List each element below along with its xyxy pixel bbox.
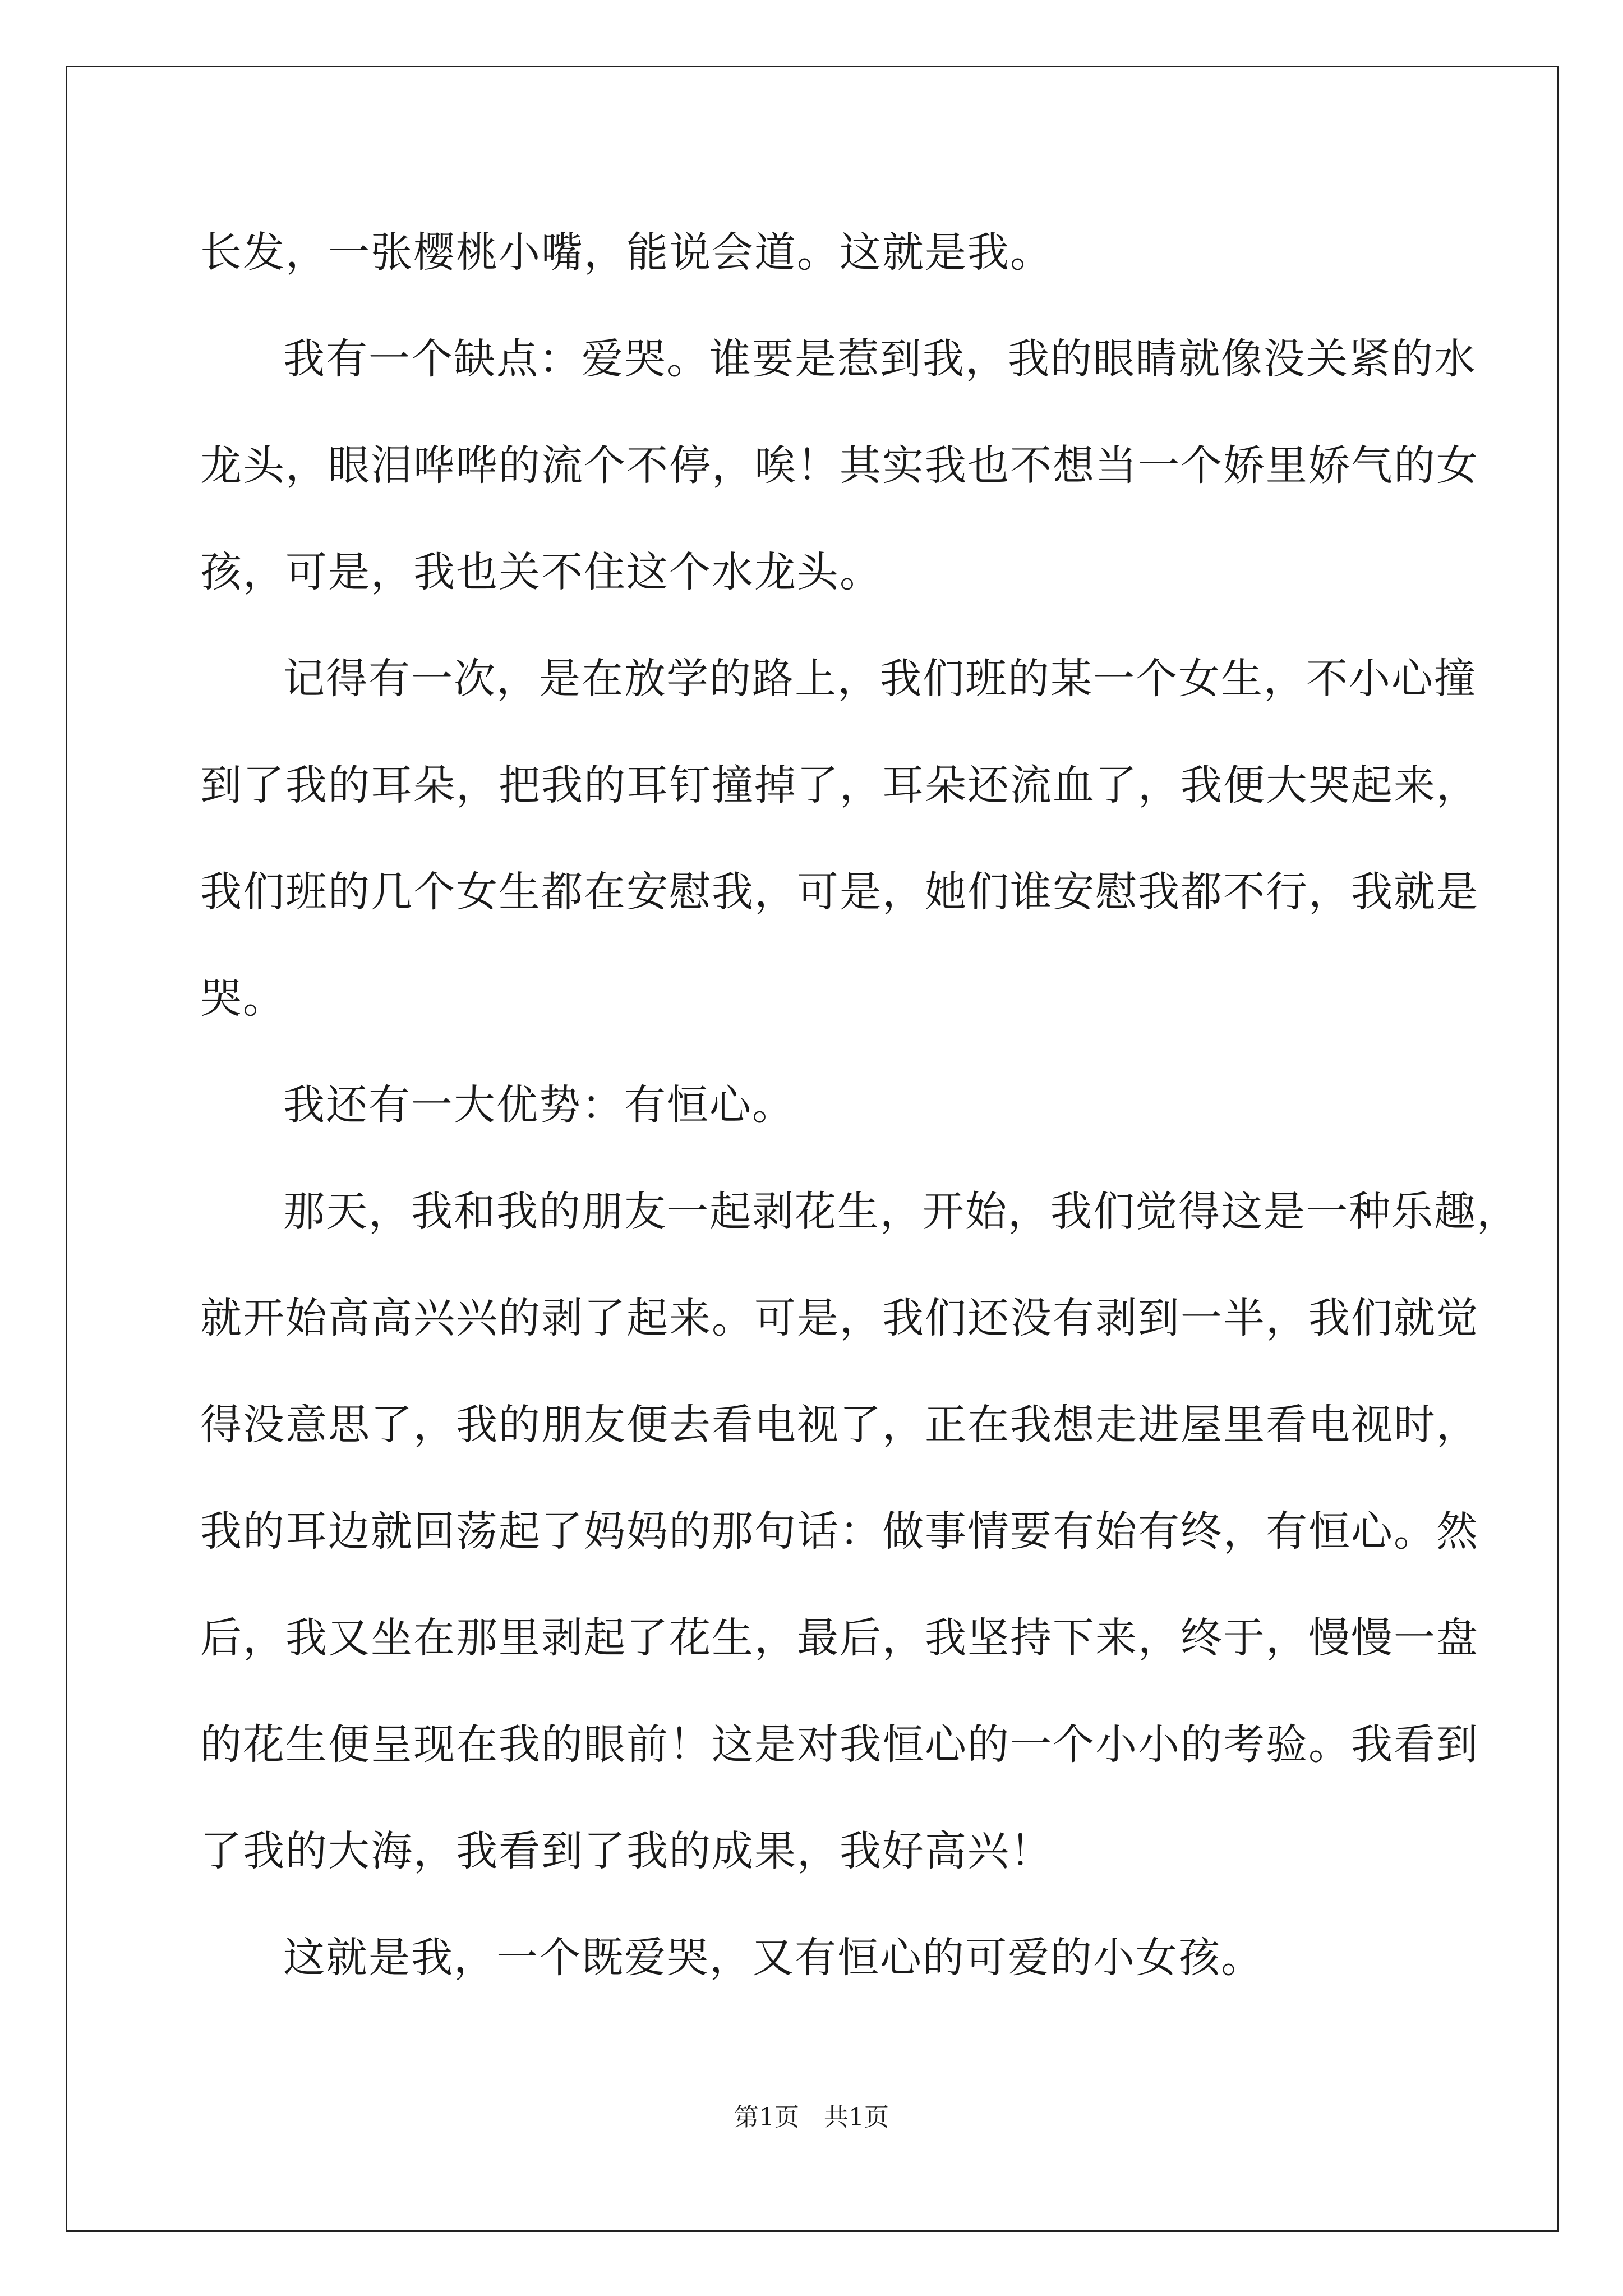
text-line: 的花生便呈现在我的眼前！这是对我恒心的一个小小的考验。我看到 <box>200 1720 1479 1769</box>
text-line: 那天，我和我的朋友一起剥花生，开始，我们觉得这是一种乐趣， <box>283 1188 1519 1236</box>
text-line: 这就是我，一个既爱哭，又有恒心的可爱的小女孩。 <box>283 1934 1264 1982</box>
text-line: 我们班的几个女生都在安慰我，可是，她们谁安慰我都不行，我就是 <box>200 868 1479 916</box>
text-line: 我的耳边就回荡起了妈妈的那句话：做事情要有始有终，有恒心。然 <box>200 1507 1479 1556</box>
text-line: 后，我又坐在那里剥起了花生，最后，我坚持下来，终于，慢慢一盘 <box>200 1614 1479 1662</box>
text-line: 长发，一张樱桃小嘴，能说会道。这就是我。 <box>200 228 1053 277</box>
text-line: 到了我的耳朵，把我的耳钉撞掉了，耳朵还流血了，我便大哭起来， <box>200 761 1479 809</box>
page-footer <box>0 2101 1623 2134</box>
text-line: 我还有一大优势：有恒心。 <box>283 1081 795 1129</box>
text-line: 哭。 <box>200 974 285 1023</box>
page-total: 共1页 <box>824 2103 889 2132</box>
text-line: 就开始高高兴兴的剥了起来。可是，我们还没有剥到一半，我们就觉 <box>200 1294 1479 1342</box>
text-line: 了我的大海，我看到了我的成果，我好高兴！ <box>200 1827 1053 1875</box>
text-line: 得没意思了，我的朋友便去看电视了，正在我想走进屋里看电视时， <box>200 1401 1479 1449</box>
text-line: 孩，可是，我也关不住这个水龙头。 <box>200 548 882 596</box>
page-number: 第1页 <box>734 2103 799 2132</box>
text-line: 记得有一次，是在放学的路上，我们班的某一个女生，不小心撞 <box>283 655 1477 703</box>
text-line: 龙头，眼泪哗哗的流个不停，唉！其实我也不想当一个娇里娇气的女 <box>200 441 1479 490</box>
text-line: 我有一个缺点：爱哭。谁要是惹到我，我的眼睛就像没关紧的水 <box>283 335 1477 383</box>
